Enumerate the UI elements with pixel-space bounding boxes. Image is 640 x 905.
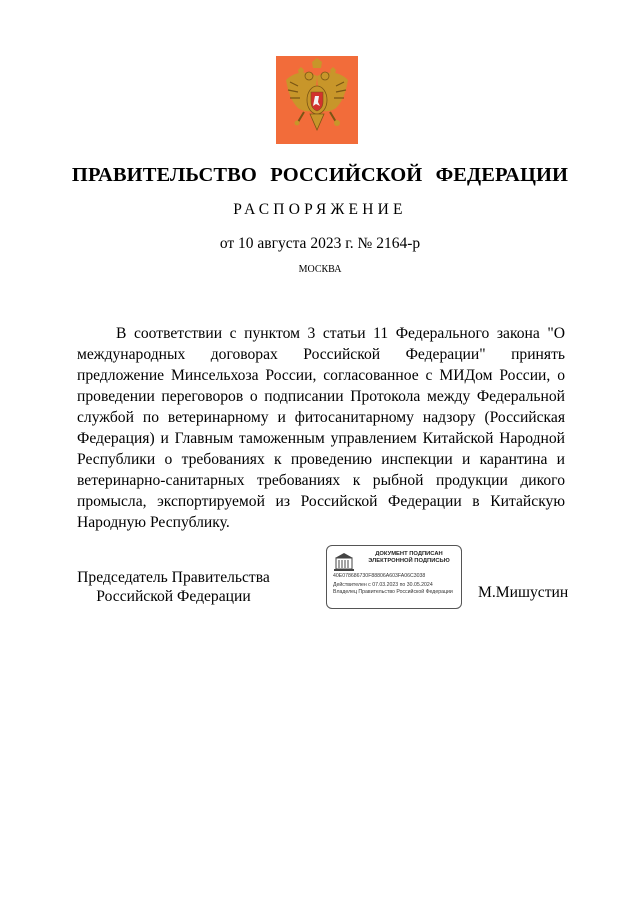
coat-of-arms-icon [276,56,358,144]
body-paragraph: В соответствии с пунктом 3 статьи 11 Федерального закона "О международных договорах Российской Федерации" принять предложение Минсельхоза России, согласованное с МИДом России, о проведении переговоров о подписании Протокола между Федеральной службой по ветеринарному и фитосанитарному надзору (Российская Федерация) и Главным таможенным управлением Китайской Народной Республики о требованиях к проведению инспекции и карантина и ветеринарно-санитарных требованиях к рыбной продукции дикого промысла, экспортируемой из Российской Федерации в Китайскую Народную Республику. [77,325,565,531]
stamp-heading-line1: ДОКУМЕНТ ПОДПИСАН [375,551,443,557]
government-title: ПРАВИТЕЛЬСТВО РОССИЙСКОЙ ФЕДЕРАЦИИ [71,164,569,186]
document-date-number: от 10 августа 2023 г. № 2164-р [219,235,421,252]
signer-position-line2: Российской Федерации [96,588,251,605]
stamp-owner: Владелец Правительство Российской Федерации [333,589,453,595]
stamp-validity: Действителен с 07.03.2023 по 30.05.2024 [333,582,433,588]
signer-name: М.Мишустин [478,584,569,601]
government-building-icon [333,552,355,572]
electronic-signature-stamp [326,545,462,609]
document-kind: РАСПОРЯЖЕНИЕ [233,201,407,218]
stamp-heading-line2: ЭЛЕКТРОННОЙ ПОДПИСЬЮ [368,558,450,564]
stamp-heading [361,551,457,565]
signer-position-line1: Председатель Правительства [77,569,270,586]
stamp-certificate: 40E078686730F88806A603FA06C3038 [333,573,426,579]
signer-position [72,568,275,606]
document-city: МОСКВА [298,264,342,275]
document-body [77,323,565,533]
